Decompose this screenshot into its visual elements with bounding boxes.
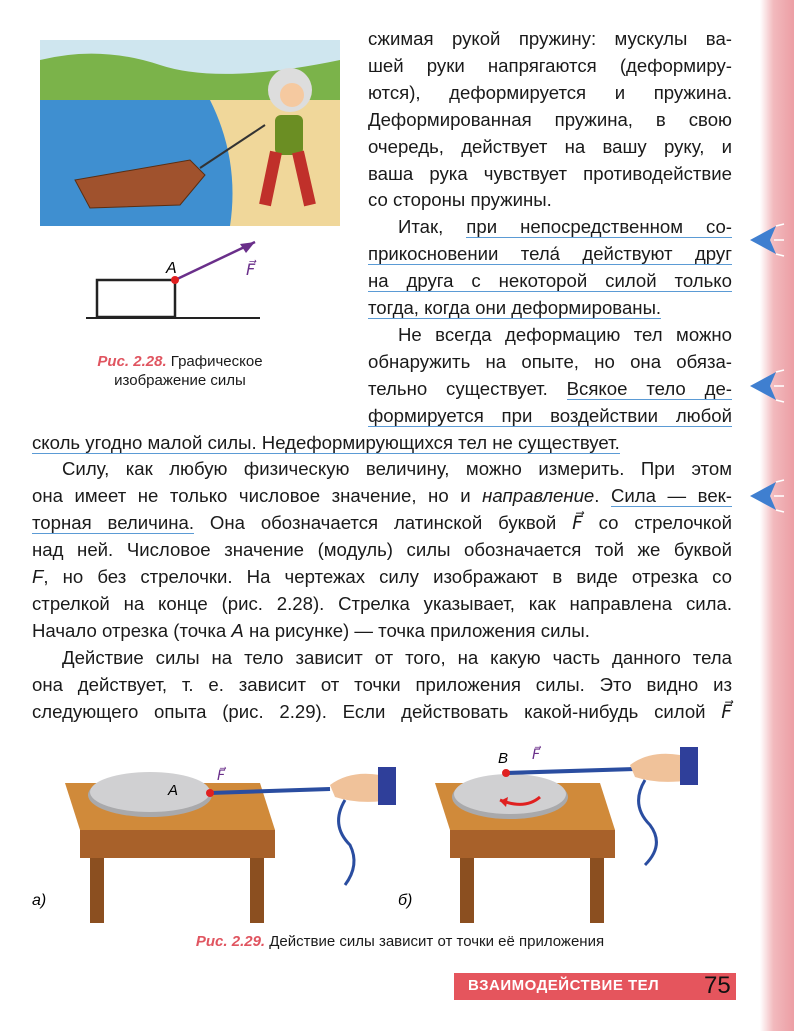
text-segment: очередь, действует на вашу руку, и	[368, 135, 732, 157]
text-line	[32, 617, 732, 644]
text-line	[62, 455, 732, 482]
text-segment: Итак,	[398, 216, 467, 238]
text-segment: направление	[482, 485, 595, 507]
highlight-arrow-icon	[746, 366, 786, 406]
text-segment: при непосредственном со-	[466, 216, 732, 238]
text-line	[32, 536, 732, 563]
text-segment: на друга с некоторой силой только	[368, 270, 732, 292]
text-segment: она имеет не только числовое значение, но и	[32, 485, 483, 507]
text-line	[32, 590, 732, 617]
caption-text: Действие силы зависит от точки её приложения	[265, 933, 605, 950]
text-line	[398, 321, 732, 348]
text-line	[32, 509, 732, 536]
text-segment: F⃗	[721, 700, 732, 722]
point-b-label: B	[498, 750, 509, 767]
text-segment: тогда, когда они деформированы.	[368, 297, 662, 318]
text-segment: сколь угодно малой силы. Недеформирующихся тел не существует.	[32, 431, 620, 453]
chapter-title: ВЗАИМОДЕЙСТВИЕ ТЕЛ	[468, 977, 660, 994]
text-segment: F	[32, 566, 44, 587]
experiment-b-illustration	[398, 745, 730, 925]
point-a	[171, 276, 179, 284]
subfigure-label-b: б)	[398, 892, 413, 909]
text-segment: Действие силы на тело зависит от того, на какую часть данного тела	[62, 646, 732, 668]
figure-caption-2-29	[100, 932, 700, 951]
caption-number: Рис. 2.28.	[97, 353, 167, 370]
text-line	[368, 294, 732, 321]
caption-text: Графическое	[166, 353, 263, 370]
subfigure-label-a: а)	[32, 892, 47, 909]
text-segment: торная величина.	[32, 512, 195, 534]
text-segment: со стрелочкой	[582, 512, 732, 534]
text-segment: тельно существует.	[368, 377, 567, 399]
text-line	[368, 267, 732, 294]
boat-pulling-illustration	[40, 40, 340, 226]
text-segment: F⃗	[572, 512, 583, 534]
text-segment: Не всегда деформацию тел можно	[398, 323, 732, 345]
text-line	[368, 240, 732, 267]
highlight-arrow-icon	[746, 220, 786, 260]
text-segment: Она обозначается латинской буквой	[194, 512, 573, 534]
text-line	[368, 106, 732, 133]
force-vector-diagram	[80, 240, 280, 330]
page-footer	[454, 973, 736, 1000]
text-segment: она действует, т. е. зависит от точки приложения силы. Это видно из	[32, 673, 732, 695]
text-segment: , но без стрелочки. На чертежах силу изображают в виде отрезка со	[43, 566, 732, 587]
body-rectangle	[97, 280, 175, 317]
point-a-label: A	[166, 260, 177, 277]
text-segment: ются), деформируется и пружина.	[368, 81, 732, 103]
text-segment: ваша рука чувствует противодействие	[368, 162, 732, 184]
highlight-arrow-icon	[746, 476, 786, 516]
text-line	[398, 213, 732, 240]
text-segment: формируется при воздействии любой	[368, 404, 732, 426]
text-segment: над ней. Числовое значение (модуль) силы обозначается той же буквой	[32, 539, 732, 561]
text-line	[32, 429, 732, 456]
caption-number: Рис. 2.29.	[195, 933, 266, 950]
text-line	[32, 482, 732, 509]
text-segment: сжимая рукой пружину: мускулы ва-	[368, 28, 732, 49]
force-label: F⃗	[217, 767, 226, 783]
figure-caption-2-28	[60, 352, 300, 390]
text-segment: Начало отрезка (точка	[32, 619, 232, 641]
text-segment: шей руки напрягаются (деформиру-	[368, 54, 732, 76]
text-segment: стрелкой на конце (рис. 2.28). Стрелка указывает, как направлена сила.	[32, 592, 732, 614]
text-segment: Всякое тело де-	[566, 377, 732, 399]
text-line	[368, 133, 732, 160]
force-label: F⃗	[532, 746, 541, 762]
text-segment: следующего опыта (рис. 2.29). Если действовать какой-нибудь силой	[32, 700, 722, 722]
text-segment: со стороны пружины.	[368, 189, 552, 211]
caption-text: изображение силы	[114, 372, 246, 389]
text-line	[368, 25, 732, 52]
text-segment: Силу, как любую физическую величину, можно измерить. При этом	[62, 458, 732, 480]
text-segment: прикосновении тела́ действуют друг	[368, 243, 732, 265]
text-segment: обнаружить на опыте, но она обяза-	[368, 350, 732, 372]
text-line	[32, 698, 732, 725]
text-line	[368, 186, 732, 213]
text-segment: .	[594, 485, 611, 507]
text-line	[62, 644, 732, 671]
text-line	[368, 348, 732, 375]
point-a-label: A	[168, 782, 179, 799]
text-line	[368, 52, 732, 79]
text-segment: на рисунке) — точка приложения силы.	[243, 619, 590, 641]
text-segment: A	[231, 619, 244, 641]
text-line	[368, 375, 732, 402]
text-line	[32, 671, 732, 698]
text-line	[368, 160, 732, 187]
experiment-a-illustration	[32, 755, 400, 925]
text-line	[32, 563, 732, 590]
page-number: 75	[704, 972, 731, 999]
text-line	[368, 79, 732, 106]
text-line	[368, 402, 732, 429]
text-segment: Деформированная пружина, в свою	[368, 108, 732, 130]
force-label: F⃗	[246, 262, 256, 279]
text-segment: Сила — век-	[610, 485, 732, 507]
